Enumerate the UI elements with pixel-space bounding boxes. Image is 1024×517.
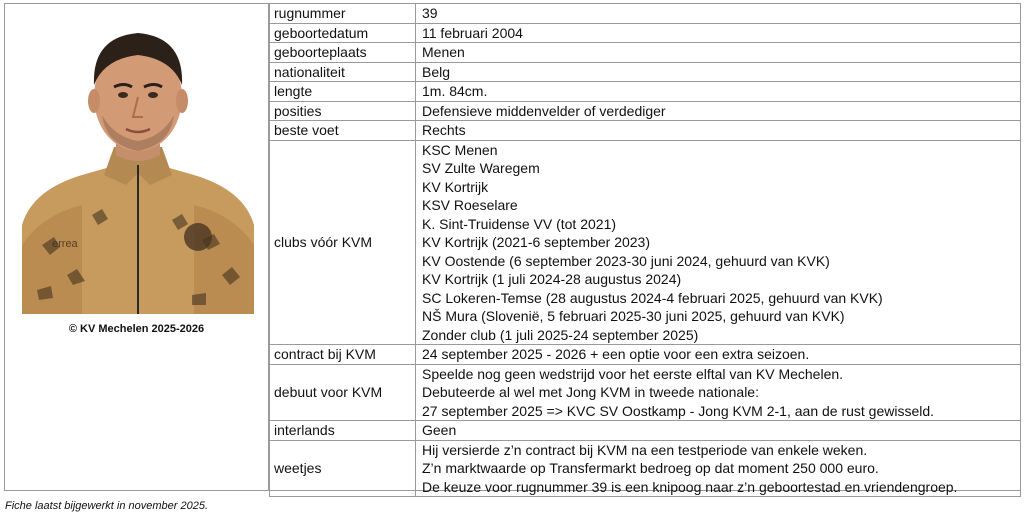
info-label: contract bij KVM [270,345,416,365]
info-value-line: 27 september 2025 => KVC SV Oostkamp - Jong KVM 2-1, aan de rust gewisseld. [422,402,935,419]
info-row [270,121,1021,141]
info-value-line: SC Lokeren-Temse (28 augustus 2024-4 februari 2025, gehuurd van KVK) [422,289,883,306]
info-value-line: Menen [422,44,465,60]
info-value-line: Zonder club (1 juli 2025-24 september 2025) [422,326,699,343]
info-value-line: Belg [422,63,451,80]
info-value-line: K. Sint-Truidense VV (tot 2021) [422,215,617,232]
info-label: beste voet [270,121,416,141]
info-value-line: KV Kortrijk (2021-6 september 2023) [422,234,650,250]
info-label: rugnummer [270,4,416,24]
svg-text:errea: errea [52,238,78,250]
info-value-line: KV Kortrijk [422,178,489,195]
info-value-line: 39 [422,5,438,21]
info-label: nationaliteit [270,62,416,82]
info-value-line: Speelde nog geen wedstrijd voor het eerste elftal van KV Mechelen. [422,365,844,382]
info-row [270,62,1021,82]
info-value-line: De keuze voor rugnummer 39 is een knipoog naar z’n geboortestad en vriendengroep. [422,478,958,495]
info-row [270,23,1021,43]
info-row [270,345,1021,365]
last-updated-note: Fiche laatst bijgewerkt in november 2025. [5,500,208,512]
info-row [270,43,1021,63]
info-value [416,345,1021,365]
info-value-line: Z’n marktwaarde op Transfermarkt bedroeg op dat moment 250 000 euro. [422,460,879,476]
info-value [416,140,1021,345]
info-value-line: KV Oostende (6 september 2023-30 juni 2024, gehuurd van KVK) [422,252,830,269]
info-value [416,23,1021,43]
info-row [270,421,1021,441]
info-row [270,364,1021,421]
info-label: lengte [270,82,416,102]
info-row [270,101,1021,121]
photo-cell [4,3,269,491]
info-value-line: NŠ Mura (Slovenië, 5 februari 2025-30 juni 2025, gehuurd van KVK) [422,308,845,324]
player-photo [22,15,254,314]
info-value [416,82,1021,102]
info-value-line: SV Zulte Waregem [422,160,540,176]
info-value-line: 24 september 2025 - 2026 + een optie voor een extra seizoen. [422,346,810,362]
info-value-line: KSC Menen [422,141,498,158]
info-value-line: Debuteerde al wel met Jong KVM in tweede nationale: [422,384,759,400]
info-value [416,364,1021,421]
info-value [416,4,1021,24]
info-value [416,62,1021,82]
info-value-line: Hij versierde z’n contract bij KVM na een testperiode van enkele weken. [422,441,868,458]
info-value-line: Geen [422,422,457,438]
info-value [416,101,1021,121]
info-row [270,140,1021,345]
info-value [416,440,1021,497]
info-value-line: KV Kortrijk (1 juli 2024-28 augustus 2024) [422,271,682,287]
info-value-line: 1m. 84cm. [422,83,488,99]
info-label: interlands [270,421,416,441]
info-row [270,4,1021,24]
player-info-table [269,3,1021,497]
info-value [416,421,1021,441]
info-value [416,43,1021,63]
info-label: geboortedatum [270,23,416,43]
info-label: posities [270,101,416,121]
info-value-line: KSV Roeselare [422,197,518,213]
info-label: debuut voor KVM [270,364,416,421]
info-value-line: Defensieve middenvelder of verdediger [422,102,666,119]
info-value [416,121,1021,141]
info-row [270,440,1021,497]
info-value-line: 11 februari 2004 [422,24,523,41]
info-label: weetjes [270,440,416,497]
info-row [270,82,1021,102]
info-label: geboorteplaats [270,43,416,63]
photo-caption: © KV Mechelen 2025-2026 [68,323,205,335]
info-value-line: Rechts [422,122,466,138]
info-label: clubs vóór KVM [270,140,416,345]
